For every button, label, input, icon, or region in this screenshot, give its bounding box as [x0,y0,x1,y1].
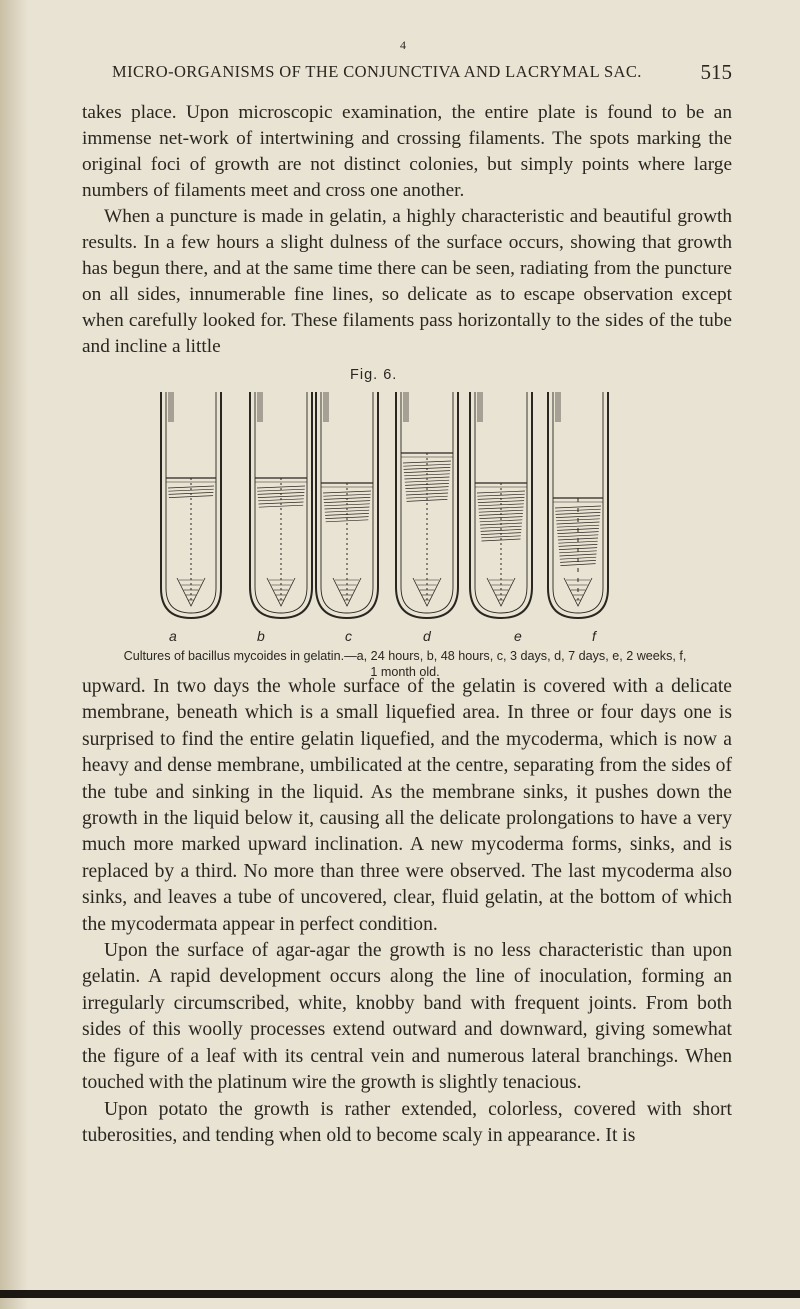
filament-hatch [560,554,597,556]
running-header [112,62,732,82]
filament-hatch [324,501,370,503]
filament-hatch [478,501,524,503]
figure-label: Fig. 6. [350,367,398,383]
culture-tube [250,392,312,618]
tube-letter-a: a [169,628,177,644]
page-bottom-edge [0,1290,800,1298]
growth-cone [177,578,205,606]
filament-hatch [559,544,598,546]
page-number: 515 [700,60,732,84]
tube-letter-d: d [423,628,431,644]
filament-hatch [405,480,449,482]
tube-outline [548,392,608,618]
filament-hatch [555,506,601,508]
filament-hatch [406,496,447,498]
filament-hatch [325,510,369,512]
filament-hatch [259,505,303,507]
growth-cone [333,578,361,606]
culture-tube [396,392,458,618]
page-mark: 4 [400,38,406,52]
filament-hatch [481,536,521,538]
filament-hatch [258,496,304,498]
filament-hatch [168,486,214,488]
body-text-top [82,100,732,360]
paragraph: When a puncture is made in gelatin, a highly characteristic and beautiful growth results. In a few hours a slight dulness of the surface occurs, showing that growth has begun there, and at the same time there can be seen, radiating from the puncture on all sides, innumerable fine lines, so delicate as to escape observation except when carefully looked for. These filaments pass horizontally to the sides of the tube and incline a little [82,206,732,357]
tube-letter-b: b [257,628,265,644]
filament-hatch [558,535,599,537]
growth-cone [413,578,441,606]
growth-cone [487,578,515,606]
filament-hatch [479,510,523,512]
tube-letter-f: f [592,628,596,644]
body-text-bottom [82,674,732,1149]
tube-group [161,392,608,618]
paragraph: Upon potato the growth is rather extended, colorless, covered with short tuberosities, and tending when old to become scaly in appearance. It is [82,1098,732,1146]
figure-caption: Cultures of bacillus mycoides in gelatin.—a, 24 hours, b, 48 hours, c, 3 days, d, 7 days, e, 2 weeks, f, 1 month old. [123,649,687,679]
filament-hatch [556,512,601,514]
filament-hatch [406,490,449,492]
growth-cone [267,578,295,606]
page-gutter-shadow [0,0,28,1309]
culture-tube [470,392,532,618]
culture-tube [316,392,378,618]
culture-tube [161,392,221,618]
paragraph: Upon the surface of agar-agar the growth is no less characteristic than upon gelatin. A rapid development occurs along the line of inoculation, forming an irregularly circumscribed, white, knobby band with frequent joints. From both sides of this woolly processes extend outward and downward, giving somewhat the figure of a leaf with its central vein and numerous lateral branchings. When touched with the platinum wire the growth is slightly tenacious. [82,940,732,1094]
filament-hatch [477,491,525,493]
filament-hatch [326,520,369,522]
filament-hatch [323,491,371,493]
running-title: MICRO-ORGANISMS OF THE CONJUNCTIVA AND LACRYMAL SAC. [112,62,642,81]
filament-hatch [404,471,450,473]
filament-hatch [556,516,600,518]
filament-hatch [257,486,305,488]
figure-culture-tubes [158,388,638,628]
filament-hatch [480,520,523,522]
filament-hatch [480,526,521,528]
filament-hatch [403,461,451,463]
tube-letter-c: c [345,628,352,644]
filament-hatch [557,525,599,527]
filament-hatch [169,496,213,498]
filament-hatch [560,564,595,566]
culture-tube [548,392,608,618]
paragraph: takes place. Upon microscopic examination, the entire plate is found to be an immense net-work of intertwining and crossing filaments. The spots marking the original foci of growth are not distinct colonies, but simply points where large numbers of filaments meet and cross one another. [82,102,732,201]
filament-hatch [557,522,600,524]
paragraph: upward. In two days the whole surface of the gelatin is covered with a delicate membrane, beneath which is a small liquefied area. In three or four days one is surprised to find the entire gelatin liquefied, and the mycoderma, which is now a heavy and dense membrane, umbilicated at the centre, separating from the sides of the tube and sinking in the liquid. As the membrane sinks, it pushes down the growth in the liquid below it, causing all the delicate prolongations to have a very much more marked upward inclination. A new mycoderma forms, sinks, and is replaced by a third. No more than three were observed. The last mycoderma also sinks, and leaves a tube of uncovered, clear, fluid gelatin, at the bottom of which the mycodermata appear in perfect condition. [82,676,732,935]
tube-letter-e: e [514,628,522,644]
